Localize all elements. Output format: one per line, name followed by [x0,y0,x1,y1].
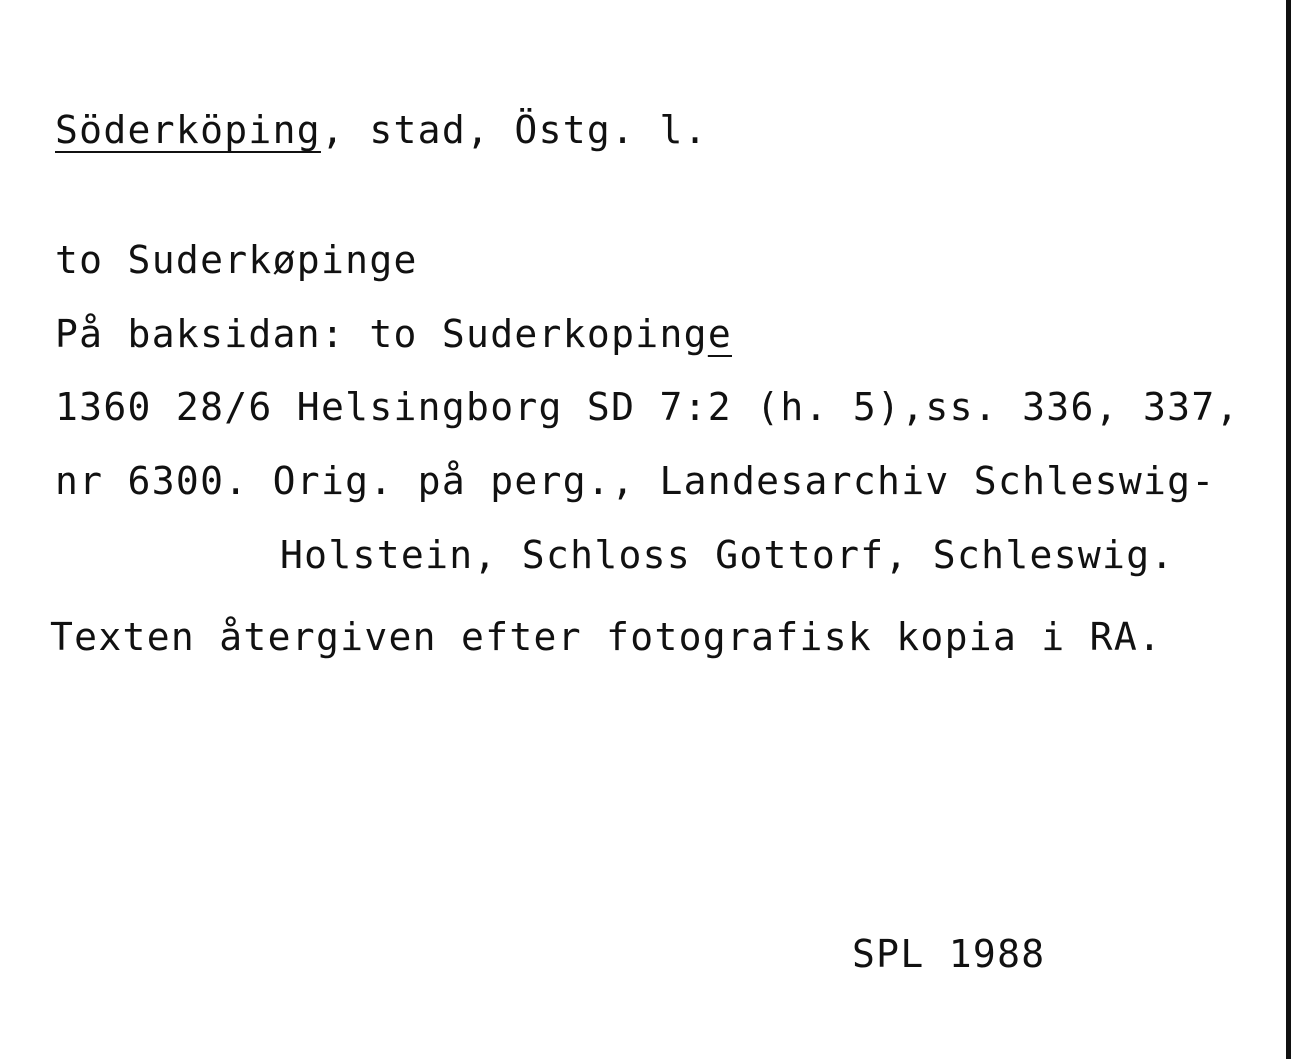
place-details: , stad, Östg. l. [320,108,708,152]
signature: SPL 1988 [852,932,1046,976]
card-edge-line [1286,0,1291,1059]
card-heading [55,108,708,152]
source-line-2: nr 6300. Orig. på perg., Landesarchiv Schleswig- [55,459,1216,503]
transcription-note: Texten återgiven efter fotografisk kopia i RA. [50,615,1163,659]
source-line-1: 1360 28/6 Helsingborg SD 7:2 (h. 5),ss. 336, 337, [55,385,1240,429]
name-form: to Suderkøpinge [55,238,418,282]
place-name: Söderköping [55,108,321,152]
reverse-side-form [55,312,732,356]
reverse-side-text: På baksidan: to Suderkoping [55,312,708,356]
source-line-3: Holstein, Schloss Gottorf, Schleswig. [280,533,1175,577]
reverse-side-underlined-letter: e [707,312,732,356]
